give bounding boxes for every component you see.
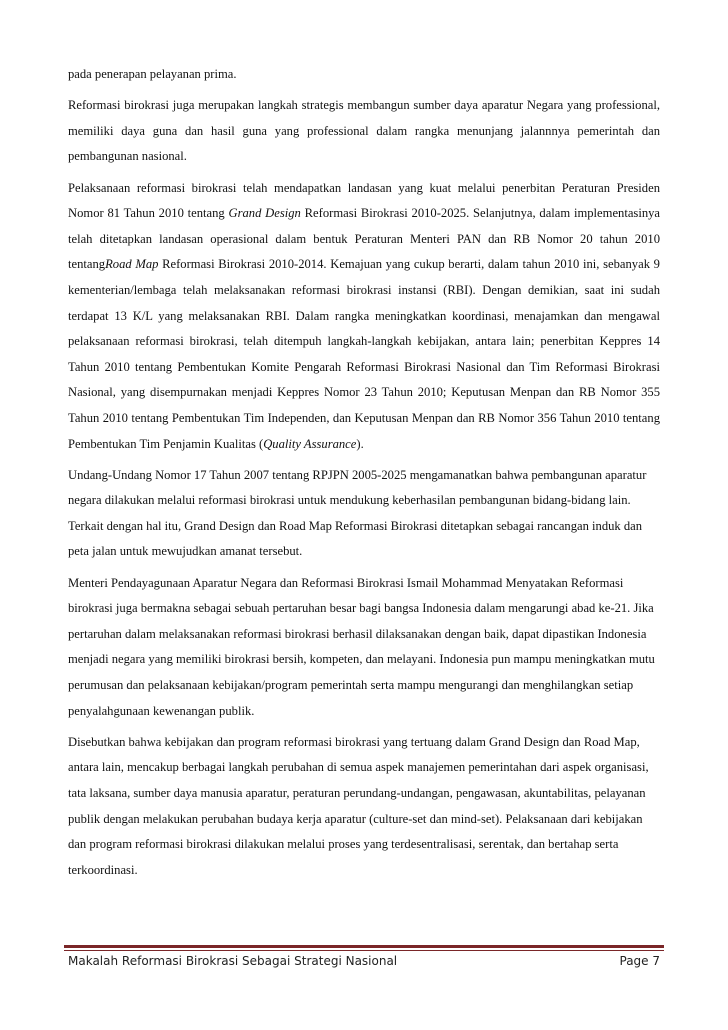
paragraph-5: Menteri Pendayagunaan Aparatur Negara dan Reformasi Birokrasi Ismail Mohammad Menyatakan Reformasi birokrasi juga bermakna sebagai sebuah pertaruhan besar bagi bangsa Indonesia dalam mengarungi abad ke-21. Jika pertaruhan dalam melaksanakan reformasi birokrasi berhasil dilaksanakan dengan baik, dapat dipastikan Indonesia menjadi negara yang memiliki birokrasi bersih, kompeten, dan melayani. Indonesia pun mampu meningkatkan mutu perumusan dan pelaksanaan kebijakan/program pemerintah serta mampu mengurangi dan menghilangkan setiap penyalahgunaan kewenangan publik. <box>68 575 655 718</box>
body-text <box>68 62 660 889</box>
italic-term-grand-design: Grand Design <box>228 206 301 221</box>
page-number: Page 7 <box>619 954 660 968</box>
paragraph-6: Disebutkan bahwa kebijakan dan program reformasi birokrasi yang tertuang dalam Grand Design dan Road Map, antara lain, mencakup berbagai langkah perubahan di semua aspek manajemen pemerintahan dari aspek organisasi, tata laksana, sumber daya manusia aparatur, peraturan perundang-undangan, pengawasan, akuntabilitas, pelayanan publik dengan melakukan perubahan budaya kerja aparatur (culture-set dan mind-set). Pelaksanaan dari kebijakan dan program reformasi birokrasi dilakukan melalui proses yang terdesentralisasi, serentak, dan bertahap serta terkoordinasi. <box>68 734 649 877</box>
italic-term-quality-assurance: Quality Assurance <box>263 436 357 451</box>
footer-title: Makalah Reformasi Birokrasi Sebagai Strategi Nasional <box>68 954 398 968</box>
paragraph-1: pada penerapan pelayanan prima. <box>68 67 237 81</box>
page-footer <box>68 954 660 968</box>
paragraph-2: Reformasi birokrasi juga merupakan langkah strategis membangun sumber daya aparatur Negara yang professional, memiliki daya guna dan hasil guna yang professional dalam rangka menunjang jalannnya pemerintah dan pembangunan nasional. <box>68 98 660 164</box>
footer-divider <box>64 945 664 948</box>
paragraph-4: Undang-Undang Nomor 17 Tahun 2007 tentang RPJPN 2005-2025 mengamanatkan bahwa pembangunan aparatur negara dilakukan melalui reformasi birokrasi untuk mendukung keberhasilan pembangunan bidang-bidang lain. Terkait dengan hal itu, Grand Design dan Road Map Reformasi Birokrasi ditetapkan sebagai rancangan induk dan peta jalan untuk mewujudkan amanat tersebut. <box>68 467 647 559</box>
paragraph-3: Pelaksanaan reformasi birokrasi telah mendapatkan landasan yang kuat melalui penerbitan Peraturan Presiden Nomor 81 Tahun 2010 tentang Grand Design Reformasi Birokrasi 2010-2025. Selanjutnya, dalam implementasinya telah ditetapkan landasan operasional dalam bentuk Peraturan Menteri PAN dan RB Nomor 20 tahun 2010 tentangRoad Map Reformasi Birokrasi 2010-2014. Kemajuan yang cukup berarti, dalam tahun 2010 ini, sebanyak 9 kementerian/lembaga telah melaksanakan reformasi birokrasi instansi (RBI). Dengan demikian, saat ini sudah terdapat 13 K/L yang melaksanakan RBI. Dalam rangka meningkatkan koordinasi, menajamkan dan mengawal pelaksanaan reformasi birokrasi, telah ditempuh langkah-langkah kebijakan, antara lain; penerbitan Keppres 14 Tahun 2010 tentang Pembentukan Komite Pengarah Reformasi Birokrasi Nasional dan Tim Reformasi Birokrasi Nasional, yang disempurnakan menjadi Keppres Nomor 23 Tahun 2010; Keputusan Menpan dan RB Nomor 355 Tahun 2010 tentang Pembentukan Tim Independen, dan Keputusan Menpan dan RB Nomor 356 Tahun 2010 tentang Pembentukan Tim Penjamin Kualitas (Quality Assurance). <box>68 180 660 451</box>
italic-term-road-map: Road Map <box>105 257 159 272</box>
footer-divider-thin <box>64 950 664 951</box>
